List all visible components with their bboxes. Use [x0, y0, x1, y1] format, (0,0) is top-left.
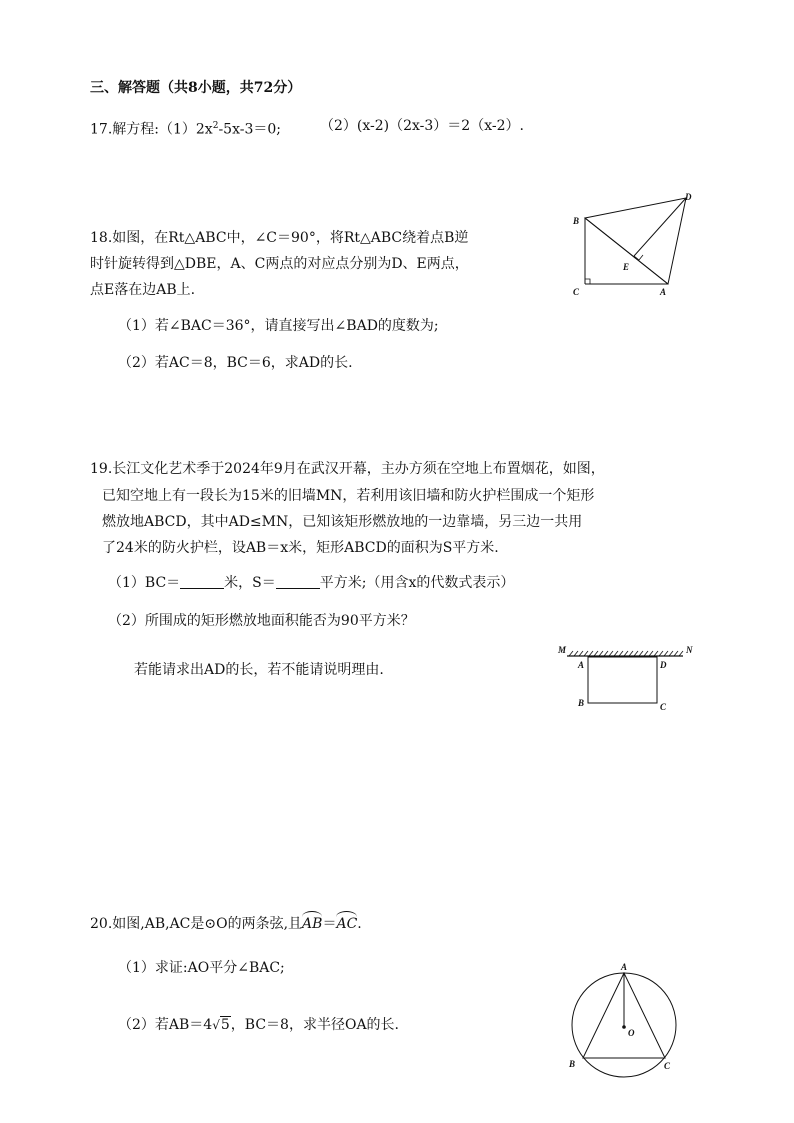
- q18-figure: [570, 188, 700, 303]
- q19-subquestion-2-cont: 若能请求出AD的长，若不能请说明理由.: [134, 662, 384, 678]
- q17-part2: （2）(x-2)（2x-3）＝2（x-2）.: [320, 118, 524, 134]
- q20-period: .: [357, 916, 362, 932]
- question-20: [90, 914, 362, 934]
- q19-line2: 已知空地上有一段长为15米的旧墙MN，若利用该旧墙和防火护栏围成一个矩形: [102, 488, 595, 504]
- q19-subquestion-1: [108, 573, 514, 593]
- sqrt-sign: √: [212, 1018, 220, 1032]
- q18-label-c: C: [573, 287, 580, 297]
- q20-subquestion-2: [118, 1015, 399, 1035]
- section-title: 三、解答题（共8小题，共72分）: [90, 80, 302, 96]
- arc-ac: AC: [336, 916, 358, 932]
- q18-line3: 点E落在边AB上.: [90, 282, 196, 298]
- q18-subquestion-1: （1）若∠BAC＝36°，请直接写出∠BAD的度数为;: [118, 318, 439, 334]
- q19-line3: 燃放地ABCD，其中AD≤MN，已知该矩形燃放地的一边靠墙，另三边一共用: [102, 514, 583, 530]
- q19-label-a: A: [578, 660, 585, 670]
- q19-label-b: B: [578, 698, 585, 708]
- q20-equals: ＝: [322, 916, 337, 932]
- q17-part1-rest: -5x-3＝0;: [218, 121, 281, 138]
- q19-label-c: C: [660, 702, 667, 712]
- q19-label-n: N: [686, 645, 693, 655]
- q20-intro: 20.如图,AB,AC是⊙O的两条弦,且: [90, 916, 303, 932]
- q19-line4: 了24米的防火护栏，设AB＝x米，矩形ABCD的面积为S平方米.: [102, 540, 499, 556]
- q17-superscript: 2: [212, 121, 219, 131]
- q18-label-e: E: [623, 262, 630, 272]
- q20-p2-a: （2）若AB＝4: [118, 1017, 213, 1033]
- q19-p1-b: 米，S＝: [224, 575, 276, 591]
- q20-subquestion-1: （1）求证:AO平分∠BAC;: [118, 960, 285, 976]
- q18-label-d: D: [685, 192, 692, 202]
- sqrt-radicand: 5: [220, 1017, 230, 1033]
- q20-label-c: C: [664, 1061, 671, 1071]
- bc-answer-blank[interactable]: [180, 574, 224, 589]
- q19-label-m: M: [558, 645, 567, 655]
- q19-label-d: D: [660, 660, 667, 670]
- q20-figure: [560, 960, 700, 1080]
- q19-p1-c: 平方米;（用含x的代数式表示）: [319, 575, 515, 591]
- q18-line1: 18.如图，在Rt△ABC中，∠C＝90°，将Rt△ABC绕着点B逆: [90, 230, 469, 246]
- q19-line1: 19.长江文化艺术季于2024年9月在武汉开幕，主办方须在空地上布置烟花，如图，: [90, 461, 605, 477]
- q18-label-a: A: [660, 287, 667, 297]
- q20-label-b: B: [569, 1059, 576, 1069]
- question-17: [90, 116, 281, 140]
- q18-label-b: B: [573, 216, 580, 226]
- q18-line2: 时针旋转得到△DBE，A、C两点的对应点分别为D、E两点，: [90, 256, 469, 272]
- q19-p1-a: （1）BC＝: [108, 575, 181, 591]
- q20-p2-b: ，BC＝8，求半径OA的长.: [230, 1017, 400, 1033]
- q20-label-a: A: [621, 962, 628, 972]
- s-answer-blank[interactable]: [276, 574, 320, 589]
- q18-subquestion-2: （2）若AC＝8，BC＝6，求AD的长.: [118, 355, 353, 371]
- arc-ab: AB: [302, 916, 323, 932]
- q19-subquestion-2: （2）所围成的矩形燃放地面积能否为90平方米？: [108, 613, 415, 629]
- q20-label-o: O: [628, 1028, 635, 1038]
- q19-figure: [555, 640, 705, 720]
- q17-part1: 17.解方程:（1）2x: [90, 121, 213, 138]
